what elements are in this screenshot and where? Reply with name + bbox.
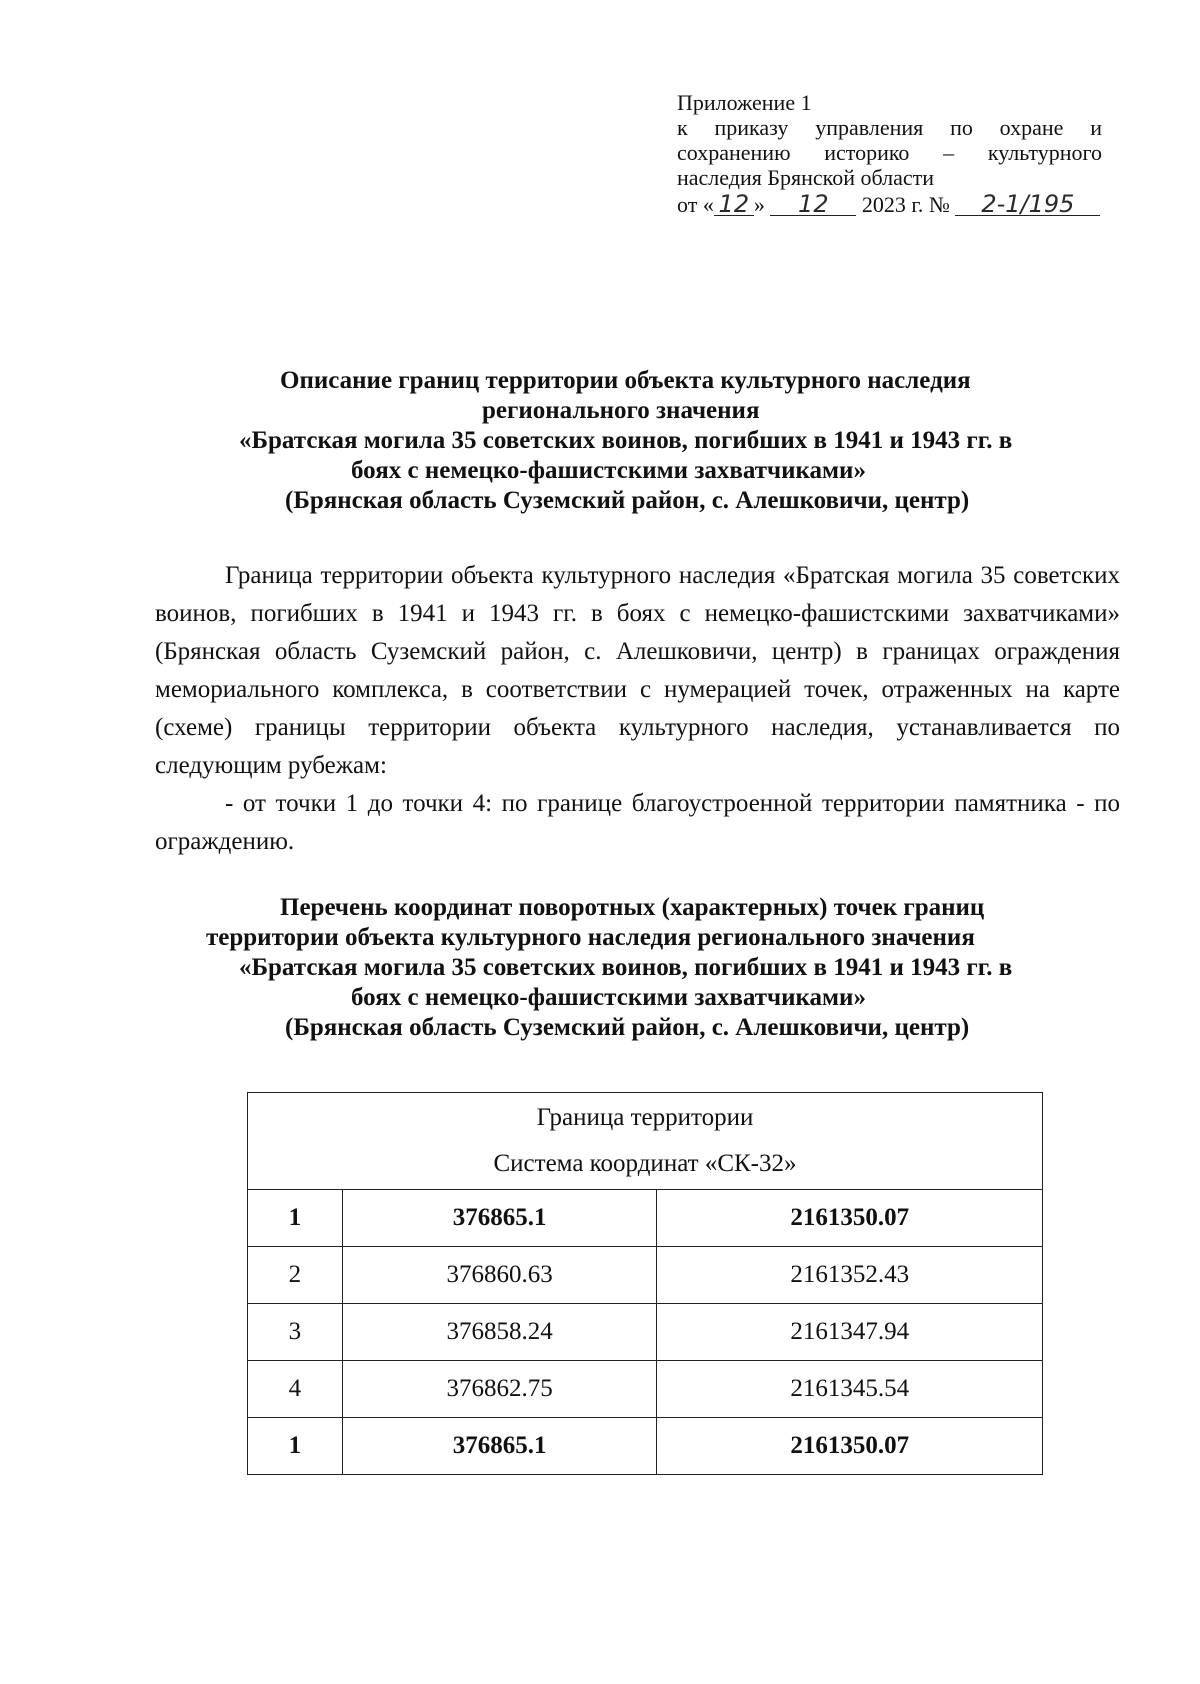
table-header-row: [248, 1093, 1043, 1190]
table-row: [248, 1361, 1043, 1418]
coord-y: 2161350.07: [657, 1418, 1043, 1475]
table-header-cell: [248, 1093, 1043, 1190]
description-title-line: боях с немецко-фашистскими захватчиками»: [351, 457, 866, 484]
coordinates-title: [150, 893, 1123, 1043]
coord-y: 2161350.07: [657, 1190, 1043, 1247]
table-row: [248, 1190, 1043, 1247]
coordinates-title-line: «Братская могила 35 советских воинов, погибших в 1941 и 1943 гг. в: [239, 954, 1013, 981]
coord-x: 376865.1: [342, 1190, 657, 1247]
point-number: 4: [248, 1361, 343, 1418]
coord-x: 376865.1: [342, 1418, 657, 1475]
date-prefix: от «: [677, 192, 714, 217]
coord-x: 376862.75: [342, 1361, 657, 1418]
table-header-line: Граница территории: [536, 1104, 754, 1131]
point-number: 2: [248, 1247, 343, 1304]
handwritten-month: 12: [770, 193, 856, 216]
coordinates-title-line: боях с немецко-фашистскими захватчиками»: [351, 984, 866, 1011]
point-number: 1: [248, 1418, 343, 1475]
description-title-line: Описание границ территории объекта культурного наследия: [280, 367, 971, 394]
coord-x: 376858.24: [342, 1304, 657, 1361]
boundary-description: [155, 557, 1120, 861]
coord-y: 2161345.54: [657, 1361, 1043, 1418]
handwritten-order-number: 2-1/195: [955, 193, 1100, 216]
appendix-header: [677, 90, 1102, 217]
appendix-date-line: [677, 192, 1102, 217]
coordinates-title-line: (Брянская область Суземский район, с. Алешковичи, центр): [285, 1014, 970, 1041]
description-title-line: регионального значения: [482, 397, 760, 424]
table-header-line: Система координат «СК-32»: [493, 1150, 797, 1177]
boundary-bullet: - от точки 1 до точки 4: по границе благоустроенной территории памятника - по ограждению.: [155, 790, 1120, 855]
table-row: [248, 1418, 1043, 1475]
appendix-order-text-last: наследия Брянской области: [677, 165, 935, 190]
description-title-line: (Брянская область Суземский район, с. Алешковичи, центр): [285, 487, 970, 514]
coordinates-table: [247, 1092, 1043, 1475]
point-number: 3: [248, 1304, 343, 1361]
table-row: [248, 1304, 1043, 1361]
coord-y: 2161347.94: [657, 1304, 1043, 1361]
description-title-line: «Братская могила 35 советских воинов, погибших в 1941 и 1943 гг. в: [239, 427, 1013, 454]
handwritten-day: 12: [714, 193, 754, 216]
table-row: [248, 1247, 1043, 1304]
description-title: [150, 366, 1123, 516]
date-year: 2023 г. №: [861, 192, 950, 217]
coordinates-title-line: Перечень координат поворотных (характерных) точек границ: [280, 894, 985, 921]
appendix-title: Приложение 1: [677, 90, 812, 115]
coordinates-title-line: территории объекта культурного наследия регионального значения: [206, 924, 975, 951]
boundary-paragraph: Граница территории объекта культурного наследия «Братская могила 35 советских воинов, погибших в 1941 и 1943 гг. в боях с немецко-фашистскими захватчиками» (Брянская область Суземский район, с. Алешковичи, центр) в границах ограждения мемориального комплекса, в соответствии с нумерацией точек, отраженных на карте (схеме) границы территории объекта культурного наследия, устанавливается по следующим рубежам:: [155, 562, 1120, 779]
coord-y: 2161352.43: [657, 1247, 1043, 1304]
point-number: 1: [248, 1190, 343, 1247]
appendix-order-text: к приказу управления по охране и сохранению историко – культурного: [677, 115, 1102, 165]
coord-x: 376860.63: [342, 1247, 657, 1304]
date-mid: »: [753, 192, 765, 217]
